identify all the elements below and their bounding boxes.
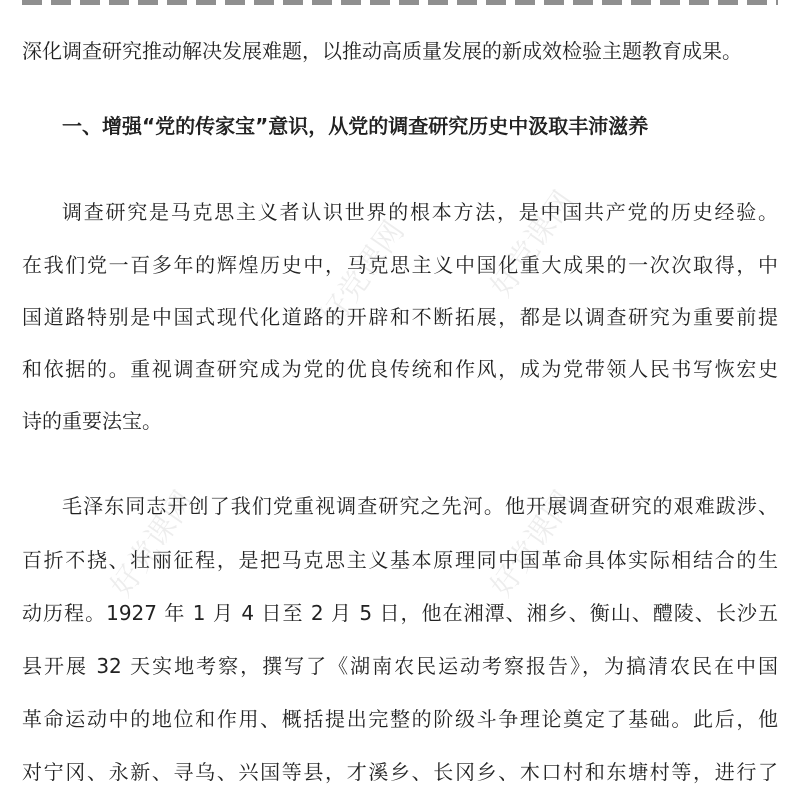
intro-tail-line: 深化调查研究推动解决发展难题，以推动高质量发展的新成效检验主题教育成果。	[22, 39, 742, 63]
cut-off-text-line	[22, 0, 778, 5]
watermark: 好党课网	[484, 484, 582, 604]
paragraph-line: 调查研究是马克思主义者认识世界的根本方法，是中国共产党的历史经验。	[62, 200, 778, 224]
paragraph-line: 在我们党一百多年的辉煌历史中，马克思主义中国化重大成果的一次次取得，中	[22, 253, 778, 277]
paragraph-line: 毛泽东同志开创了我们党重视调查研究之先河。他开展调查研究的艰难跋涉、	[62, 494, 778, 518]
paragraph-line: 革命运动中的地位和作用、概括提出完整的阶级斗争理论奠定了基础。此后，他	[22, 707, 778, 731]
paragraph-line: 县开展 32 天实地考察，撰写了《湖南农民运动考察报告》，为搞清农民在中国	[22, 654, 778, 678]
paragraph-line: 动历程。1927 年 1 月 4 日至 2 月 5 日，他在湘潭、湘乡、衡山、醴陵、长沙五	[22, 601, 778, 625]
paragraph-line: 诗的重要法宝。	[22, 409, 162, 433]
paragraph-line: 百折不挠、壮丽征程，是把马克思主义基本原理同中国革命具体实际相结合的生	[22, 548, 778, 572]
paragraph-line: 国道路特别是中国式现代化道路的开辟和不断拓展，都是以调查研究为重要前提	[22, 305, 778, 329]
watermark: 好党课网	[104, 484, 202, 604]
paragraph-line: 和依据的。重视调查研究成为党的优良传统和作风，成为党带领人民书写恢宏史	[22, 357, 778, 381]
watermark: 好党课网	[314, 214, 412, 334]
section-heading: 一、增强“党的传家宝”意识，从党的调查研究历史中汲取丰沛滋养	[62, 114, 649, 138]
paragraph-line: 对宁冈、永新、寻乌、兴国等县，才溪乡、长冈乡、木口村和东塘村等，进行了	[22, 760, 778, 784]
watermark: 好党课网	[484, 184, 582, 304]
